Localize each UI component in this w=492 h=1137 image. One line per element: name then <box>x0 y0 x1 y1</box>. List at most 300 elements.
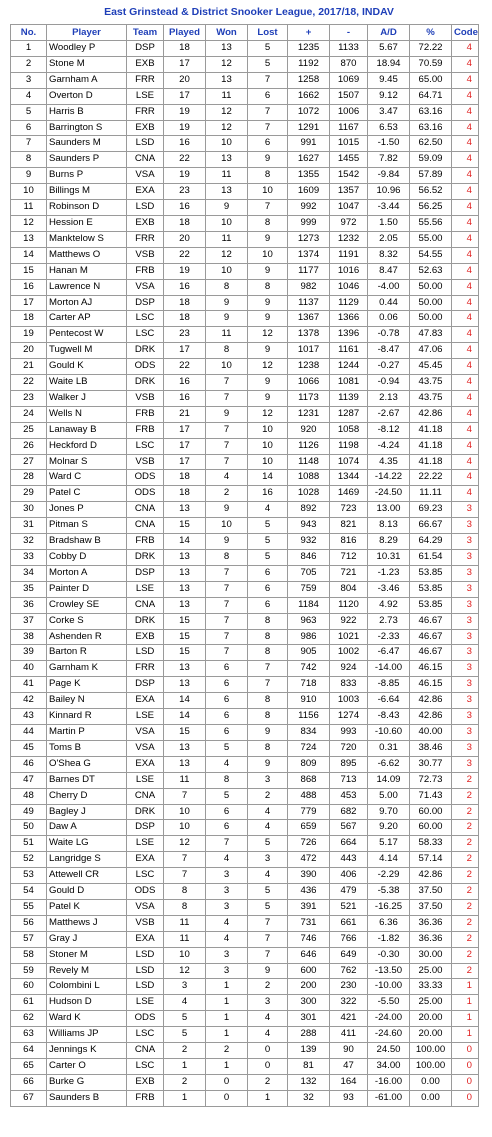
cell-code: 2 <box>452 963 479 979</box>
cell-minus: 1120 <box>330 597 368 613</box>
cell-plus: 846 <box>288 550 330 566</box>
cell-ad: -24.00 <box>368 1011 410 1027</box>
cell-minus: 720 <box>330 740 368 756</box>
cell-minus: 1006 <box>330 104 368 120</box>
table-row <box>11 152 479 168</box>
cell-played: 2 <box>164 1074 206 1090</box>
cell-ad: -10.00 <box>368 979 410 995</box>
cell-player: Gould K <box>47 359 127 375</box>
cell-played: 23 <box>164 327 206 343</box>
table-row <box>11 931 479 947</box>
cell-won: 10 <box>206 518 248 534</box>
cell-no: 6 <box>11 120 47 136</box>
cell-percent: 37.50 <box>410 899 452 915</box>
cell-won: 11 <box>206 231 248 247</box>
cell-played: 4 <box>164 995 206 1011</box>
cell-minus: 1167 <box>330 120 368 136</box>
cell-no: 23 <box>11 390 47 406</box>
cell-plus: 1374 <box>288 247 330 263</box>
cell-no: 64 <box>11 1043 47 1059</box>
cell-won: 11 <box>206 88 248 104</box>
cell-team: FRB <box>127 534 164 550</box>
cell-team: ODS <box>127 359 164 375</box>
cell-ad: 8.29 <box>368 534 410 550</box>
cell-played: 11 <box>164 915 206 931</box>
cell-code: 3 <box>452 550 479 566</box>
cell-minus: 164 <box>330 1074 368 1090</box>
cell-code: 3 <box>452 518 479 534</box>
cell-team: LSC <box>127 1059 164 1075</box>
cell-team: CNA <box>127 152 164 168</box>
cell-team: VSA <box>127 279 164 295</box>
cell-percent: 0.00 <box>410 1074 452 1090</box>
cell-player: Waite LB <box>47 375 127 391</box>
cell-player: Williams JP <box>47 1027 127 1043</box>
cell-ad: -3.44 <box>368 200 410 216</box>
cell-code: 0 <box>452 1059 479 1075</box>
table-row <box>11 279 479 295</box>
cell-ad: 13.00 <box>368 502 410 518</box>
table-row <box>11 645 479 661</box>
cell-lost: 9 <box>248 152 288 168</box>
cell-played: 19 <box>164 120 206 136</box>
cell-code: 2 <box>452 820 479 836</box>
cell-played: 22 <box>164 152 206 168</box>
table-row <box>11 740 479 756</box>
cell-won: 2 <box>206 1043 248 1059</box>
table-row <box>11 693 479 709</box>
table-row <box>11 200 479 216</box>
cell-won: 7 <box>206 375 248 391</box>
cell-code: 4 <box>452 136 479 152</box>
cell-code: 4 <box>452 56 479 72</box>
cell-plus: 301 <box>288 1011 330 1027</box>
cell-plus: 488 <box>288 788 330 804</box>
table-row <box>11 677 479 693</box>
cell-plus: 1156 <box>288 709 330 725</box>
cell-no: 11 <box>11 200 47 216</box>
cell-played: 3 <box>164 979 206 995</box>
table-row <box>11 247 479 263</box>
col-header-plus: + <box>288 25 330 41</box>
cell-lost: 7 <box>248 915 288 931</box>
cell-percent: 43.75 <box>410 390 452 406</box>
cell-plus: 992 <box>288 200 330 216</box>
cell-ad: -14.00 <box>368 661 410 677</box>
cell-percent: 42.86 <box>410 868 452 884</box>
cell-plus: 1184 <box>288 597 330 613</box>
cell-player: Lanaway B <box>47 422 127 438</box>
cell-minus: 1069 <box>330 72 368 88</box>
table-row <box>11 772 479 788</box>
table-row <box>11 263 479 279</box>
cell-lost: 3 <box>248 852 288 868</box>
cell-team: EXA <box>127 852 164 868</box>
cell-ad: 5.00 <box>368 788 410 804</box>
cell-ad: -16.25 <box>368 899 410 915</box>
cell-won: 6 <box>206 693 248 709</box>
cell-played: 14 <box>164 709 206 725</box>
cell-percent: 41.18 <box>410 422 452 438</box>
cell-team: FRR <box>127 72 164 88</box>
cell-team: VSA <box>127 168 164 184</box>
cell-player: Martin P <box>47 724 127 740</box>
cell-played: 15 <box>164 724 206 740</box>
cell-won: 0 <box>206 1090 248 1106</box>
cell-played: 17 <box>164 56 206 72</box>
cell-player: Patel K <box>47 899 127 915</box>
cell-no: 59 <box>11 963 47 979</box>
cell-team: LSD <box>127 136 164 152</box>
cell-plus: 809 <box>288 756 330 772</box>
cell-code: 4 <box>452 104 479 120</box>
cell-percent: 20.00 <box>410 1011 452 1027</box>
cell-code: 2 <box>452 852 479 868</box>
cell-code: 3 <box>452 613 479 629</box>
cell-plus: 1017 <box>288 343 330 359</box>
cell-no: 7 <box>11 136 47 152</box>
cell-code: 2 <box>452 899 479 915</box>
cell-code: 3 <box>452 502 479 518</box>
cell-lost: 6 <box>248 136 288 152</box>
cell-percent: 30.00 <box>410 947 452 963</box>
cell-played: 13 <box>164 581 206 597</box>
cell-minus: 411 <box>330 1027 368 1043</box>
cell-played: 18 <box>164 486 206 502</box>
cell-player: Gould D <box>47 884 127 900</box>
cell-code: 3 <box>452 597 479 613</box>
table-row <box>11 868 479 884</box>
cell-won: 4 <box>206 931 248 947</box>
cell-minus: 922 <box>330 613 368 629</box>
cell-player: Harris B <box>47 104 127 120</box>
cell-lost: 9 <box>248 724 288 740</box>
cell-no: 51 <box>11 836 47 852</box>
cell-plus: 999 <box>288 215 330 231</box>
cell-ad: 7.82 <box>368 152 410 168</box>
table-row <box>11 804 479 820</box>
cell-minus: 804 <box>330 581 368 597</box>
cell-plus: 910 <box>288 693 330 709</box>
cell-player: Jones P <box>47 502 127 518</box>
cell-played: 17 <box>164 438 206 454</box>
cell-no: 4 <box>11 88 47 104</box>
cell-no: 42 <box>11 693 47 709</box>
cell-percent: 43.75 <box>410 375 452 391</box>
cell-played: 17 <box>164 88 206 104</box>
cell-minus: 1046 <box>330 279 368 295</box>
table-row <box>11 184 479 200</box>
cell-no: 61 <box>11 995 47 1011</box>
cell-percent: 33.33 <box>410 979 452 995</box>
cell-won: 7 <box>206 645 248 661</box>
cell-percent: 71.43 <box>410 788 452 804</box>
cell-played: 23 <box>164 184 206 200</box>
cell-player: Lawrence N <box>47 279 127 295</box>
table-row <box>11 120 479 136</box>
cell-ad: -5.50 <box>368 995 410 1011</box>
cell-no: 52 <box>11 852 47 868</box>
cell-played: 16 <box>164 200 206 216</box>
cell-ad: 8.32 <box>368 247 410 263</box>
cell-ad: -0.94 <box>368 375 410 391</box>
cell-minus: 421 <box>330 1011 368 1027</box>
cell-player: Barnes DT <box>47 772 127 788</box>
cell-played: 16 <box>164 375 206 391</box>
cell-minus: 664 <box>330 836 368 852</box>
cell-won: 12 <box>206 104 248 120</box>
table-row <box>11 168 479 184</box>
table-body <box>11 41 479 1107</box>
cell-team: DSP <box>127 565 164 581</box>
cell-lost: 7 <box>248 104 288 120</box>
cell-ad: 9.12 <box>368 88 410 104</box>
cell-team: DRK <box>127 804 164 820</box>
cell-won: 7 <box>206 565 248 581</box>
cell-played: 18 <box>164 215 206 231</box>
cell-plus: 1192 <box>288 56 330 72</box>
cell-percent: 63.16 <box>410 120 452 136</box>
cell-team: LSD <box>127 947 164 963</box>
cell-code: 4 <box>452 168 479 184</box>
cell-played: 18 <box>164 295 206 311</box>
cell-code: 4 <box>452 359 479 375</box>
cell-code: 2 <box>452 868 479 884</box>
cell-team: LSD <box>127 200 164 216</box>
cell-won: 4 <box>206 852 248 868</box>
cell-minus: 443 <box>330 852 368 868</box>
cell-won: 5 <box>206 788 248 804</box>
cell-plus: 1148 <box>288 454 330 470</box>
cell-plus: 300 <box>288 995 330 1011</box>
cell-no: 21 <box>11 359 47 375</box>
cell-player: Carter AP <box>47 311 127 327</box>
cell-plus: 1662 <box>288 88 330 104</box>
cell-played: 17 <box>164 454 206 470</box>
cell-minus: 322 <box>330 995 368 1011</box>
cell-team: LSC <box>127 868 164 884</box>
cell-won: 7 <box>206 422 248 438</box>
cell-percent: 62.50 <box>410 136 452 152</box>
cell-team: LSC <box>127 438 164 454</box>
cell-won: 5 <box>206 740 248 756</box>
cell-no: 39 <box>11 645 47 661</box>
cell-ad: 5.17 <box>368 836 410 852</box>
cell-ad: 8.13 <box>368 518 410 534</box>
cell-percent: 30.77 <box>410 756 452 772</box>
cell-lost: 5 <box>248 41 288 57</box>
cell-minus: 766 <box>330 931 368 947</box>
cell-team: DSP <box>127 677 164 693</box>
cell-minus: 1191 <box>330 247 368 263</box>
cell-percent: 42.86 <box>410 406 452 422</box>
cell-code: 4 <box>452 247 479 263</box>
cell-no: 50 <box>11 820 47 836</box>
cell-won: 13 <box>206 184 248 200</box>
cell-no: 17 <box>11 295 47 311</box>
cell-plus: 32 <box>288 1090 330 1106</box>
cell-minus: 1366 <box>330 311 368 327</box>
cell-won: 6 <box>206 661 248 677</box>
cell-lost: 9 <box>248 343 288 359</box>
cell-no: 53 <box>11 868 47 884</box>
cell-player: Jennings K <box>47 1043 127 1059</box>
cell-plus: 1177 <box>288 263 330 279</box>
cell-percent: 22.22 <box>410 470 452 486</box>
cell-percent: 47.06 <box>410 343 452 359</box>
cell-plus: 1258 <box>288 72 330 88</box>
cell-lost: 10 <box>248 438 288 454</box>
cell-no: 55 <box>11 899 47 915</box>
cell-plus: 724 <box>288 740 330 756</box>
cell-ad: 4.35 <box>368 454 410 470</box>
cell-ad: -61.00 <box>368 1090 410 1106</box>
cell-lost: 8 <box>248 613 288 629</box>
cell-played: 1 <box>164 1090 206 1106</box>
cell-team: LSC <box>127 327 164 343</box>
cell-plus: 1126 <box>288 438 330 454</box>
cell-no: 28 <box>11 470 47 486</box>
cell-ad: -4.24 <box>368 438 410 454</box>
cell-won: 6 <box>206 709 248 725</box>
cell-ad: -1.82 <box>368 931 410 947</box>
cell-player: Garnham A <box>47 72 127 88</box>
cell-won: 8 <box>206 550 248 566</box>
cell-player: Ward C <box>47 470 127 486</box>
cell-ad: 10.96 <box>368 184 410 200</box>
cell-played: 13 <box>164 756 206 772</box>
cell-team: EXB <box>127 120 164 136</box>
cell-percent: 63.16 <box>410 104 452 120</box>
cell-no: 5 <box>11 104 47 120</box>
cell-no: 31 <box>11 518 47 534</box>
cell-won: 7 <box>206 581 248 597</box>
cell-lost: 6 <box>248 581 288 597</box>
cell-played: 18 <box>164 470 206 486</box>
cell-percent: 0.00 <box>410 1090 452 1106</box>
cell-won: 6 <box>206 677 248 693</box>
cell-player: Matthews O <box>47 247 127 263</box>
cell-ad: -14.22 <box>368 470 410 486</box>
table-row <box>11 215 479 231</box>
cell-ad: 0.44 <box>368 295 410 311</box>
col-header-team: Team <box>127 25 164 41</box>
cell-code: 4 <box>452 343 479 359</box>
cell-plus: 132 <box>288 1074 330 1090</box>
cell-code: 2 <box>452 788 479 804</box>
cell-ad: 2.05 <box>368 231 410 247</box>
table-row <box>11 565 479 581</box>
cell-plus: 288 <box>288 1027 330 1043</box>
cell-no: 33 <box>11 550 47 566</box>
col-header-minus: - <box>330 25 368 41</box>
cell-lost: 8 <box>248 709 288 725</box>
cell-no: 2 <box>11 56 47 72</box>
cell-minus: 1015 <box>330 136 368 152</box>
cell-won: 10 <box>206 359 248 375</box>
cell-plus: 659 <box>288 820 330 836</box>
cell-lost: 7 <box>248 661 288 677</box>
cell-player: Molnar S <box>47 454 127 470</box>
cell-won: 3 <box>206 868 248 884</box>
cell-played: 13 <box>164 740 206 756</box>
cell-code: 3 <box>452 645 479 661</box>
cell-lost: 4 <box>248 502 288 518</box>
table-row <box>11 136 479 152</box>
cell-team: DSP <box>127 820 164 836</box>
table-row <box>11 995 479 1011</box>
cell-minus: 230 <box>330 979 368 995</box>
cell-code: 4 <box>452 438 479 454</box>
cell-won: 12 <box>206 247 248 263</box>
cell-no: 27 <box>11 454 47 470</box>
cell-percent: 41.18 <box>410 454 452 470</box>
table-row <box>11 1090 479 1106</box>
cell-plus: 1627 <box>288 152 330 168</box>
cell-won: 6 <box>206 724 248 740</box>
cell-ad: -8.12 <box>368 422 410 438</box>
table-row <box>11 327 479 343</box>
cell-plus: 834 <box>288 724 330 740</box>
cell-no: 15 <box>11 263 47 279</box>
cell-player: Bagley J <box>47 804 127 820</box>
col-header-played: Played <box>164 25 206 41</box>
cell-played: 8 <box>164 884 206 900</box>
cell-plus: 932 <box>288 534 330 550</box>
cell-minus: 1507 <box>330 88 368 104</box>
cell-no: 16 <box>11 279 47 295</box>
cell-minus: 1198 <box>330 438 368 454</box>
cell-no: 25 <box>11 422 47 438</box>
cell-won: 7 <box>206 390 248 406</box>
cell-code: 3 <box>452 661 479 677</box>
cell-player: Waite LG <box>47 836 127 852</box>
table-row <box>11 724 479 740</box>
cell-player: Daw A <box>47 820 127 836</box>
cell-player: Toms B <box>47 740 127 756</box>
cell-no: 57 <box>11 931 47 947</box>
cell-lost: 4 <box>248 868 288 884</box>
table-row <box>11 534 479 550</box>
cell-played: 17 <box>164 422 206 438</box>
cell-plus: 1173 <box>288 390 330 406</box>
cell-won: 3 <box>206 947 248 963</box>
cell-played: 7 <box>164 788 206 804</box>
cell-minus: 723 <box>330 502 368 518</box>
table-row <box>11 486 479 502</box>
cell-played: 19 <box>164 168 206 184</box>
cell-plus: 905 <box>288 645 330 661</box>
cell-team: VSA <box>127 724 164 740</box>
table-row <box>11 979 479 995</box>
cell-ad: -10.60 <box>368 724 410 740</box>
cell-percent: 42.86 <box>410 693 452 709</box>
cell-percent: 57.89 <box>410 168 452 184</box>
cell-played: 16 <box>164 279 206 295</box>
cell-ad: 9.45 <box>368 72 410 88</box>
cell-code: 3 <box>452 581 479 597</box>
cell-team: FRR <box>127 661 164 677</box>
table-row <box>11 661 479 677</box>
cell-plus: 436 <box>288 884 330 900</box>
cell-team: EXB <box>127 629 164 645</box>
cell-code: 4 <box>452 422 479 438</box>
cell-lost: 3 <box>248 772 288 788</box>
cell-plus: 139 <box>288 1043 330 1059</box>
table-row <box>11 884 479 900</box>
cell-player: Burke G <box>47 1074 127 1090</box>
cell-minus: 1161 <box>330 343 368 359</box>
